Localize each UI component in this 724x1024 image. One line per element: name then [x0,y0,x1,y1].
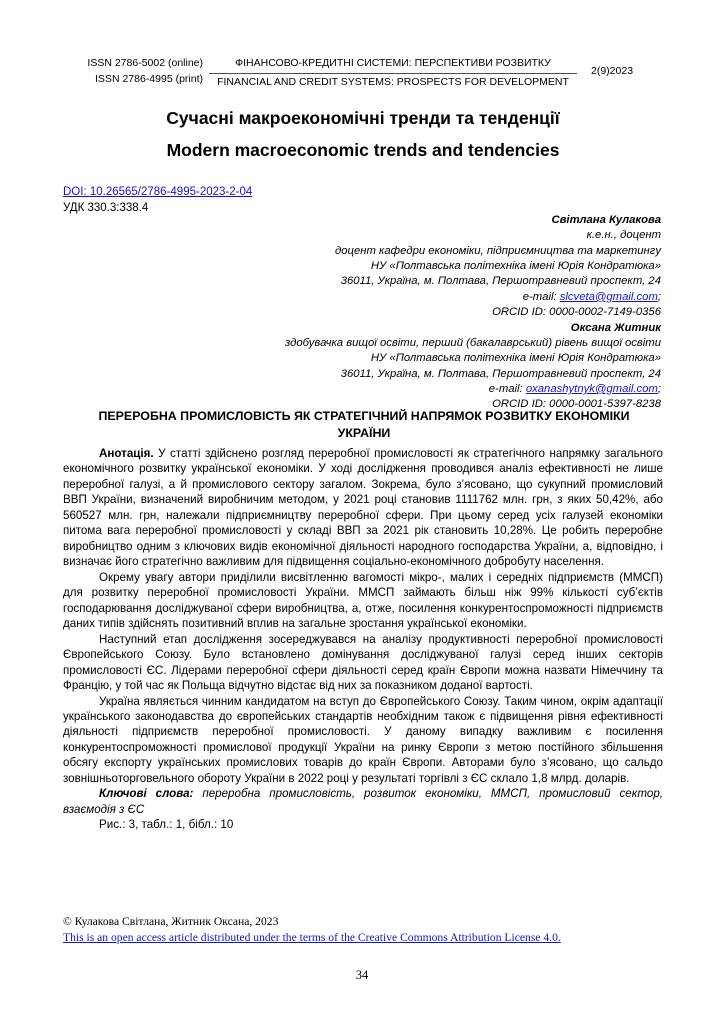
author-name: Світлана Кулакова [551,214,661,226]
author-block [141,213,661,413]
page-number: 34 [355,968,369,982]
email-suffix: ; [657,382,661,395]
keywords-paragraph [63,786,663,817]
license-link[interactable]: This is an open access article distributed under the terms of the Creative Commons Attribution License 4.0. [63,931,561,945]
author-orcid: ORCID ID: 0000-0002-7149-0356 [492,306,661,319]
header-divider [209,73,577,74]
author-affiliation-line: доцент кафедри економіки, підприємництва та маркетингу [334,244,661,257]
author-email-line [141,290,661,305]
page-title-en: Modern macroeconomic trends and tendencies [166,140,560,160]
author-address-line: 36011, Україна, м. Полтава, Першотравневий проспект, 24 [340,367,661,380]
author-affiliation-line: к.е.н., доцент [586,229,661,242]
udc-code: УДК 330.3:338.4 [63,201,149,214]
author-email-link[interactable]: slcveta@gmail.com [559,290,658,303]
issn-online: ISSN 2786-5002 (online) [87,57,203,69]
article-title: ПЕРЕРОБНА ПРОМИСЛОВІСТЬ ЯК СТРАТЕГІЧНИЙ НАПРЯМОК РОЗВИТКУ ЕКОНОМІКИ УКРАЇНИ [98,409,630,440]
author-affiliation-line: НУ «Полтавська політехніка імені Юрія Кондратюка» [370,352,661,365]
author-affiliation-line: НУ «Полтавська політехніка імені Юрія Кондратюка» [370,260,661,273]
author-address-line: 36011, Україна, м. Полтава, Першотравневий проспект, 24 [340,275,661,288]
abstract-paragraph [63,446,663,570]
page-title-ua: Сучасні макроекономічні тренди та тенденції [166,108,560,128]
abstract-text: У статті здійснено розгляд переробної промисловості як стратегічного напрямку загального економічного розвитку української економіки. У ході дослідження проводився аналіз ефективності не лише переробної галузі, а й промислового сектору загалом. Зокрема, було з’ясовано, що сукупний промисловий ВВП України, визначений виробничим методом, у 2021 році становив 1111762 млн. грн, з яких 50,42%, або 560527 млн. грн, належали підприємництву переробної сфери. При цьому серед усіх галузей економіки питома вага переробної промисловості у складі ВВП за 2021 рік становить 10,28%. Це робить переробне виробництво одним з ключових видів економічної діяльності народного господарства України, а, відповідно, і визначає його стратегічно важливим для підвищення соціально-економічного добробуту населення. [63,447,663,569]
author-email-line [141,382,661,397]
email-suffix: ; [657,290,661,303]
issn-print: ISSN 2786-4995 (print) [95,72,203,85]
keywords-label: Ключові слова: [99,787,194,801]
abstract-label: Анотація. [99,447,154,460]
author-entry [141,321,661,413]
running-head [63,56,663,91]
issue-number: 2(9)2023 [591,65,634,77]
keywords-text: переробна промисловість, розвиток економіки, ММСП, промисловий сектор, взаємодія з ЄС [63,787,663,816]
journal-title-ua: ФІНАНСОВО-КРЕДИТНІ СИСТЕМИ: ПЕРСПЕКТИВИ РОЗВИТКУ [235,57,551,69]
author-orcid: ORCID ID: 0000-0001-5397-8238 [492,398,661,411]
identifiers [63,185,252,217]
author-email-link[interactable]: oxanashytnyk@gmail.com [525,382,658,395]
journal-titles [203,56,583,91]
abstract-paragraph: Наступний етап дослідження зосереджувався на аналізу продуктивності переробної промисловості Європейського Союзу. Було встановлено домінування досліджуваної галузі серед інших секторів промисловості ЄС. Лідерами переробної сфери діяльності серед країн Європи можна назвати Німеччину та Францію, у той час як Польща відчутно відстає від них за показником доданої вартості. [63,632,663,693]
author-entry [141,213,661,321]
author-affiliation-line: здобувачка вищої освіти, перший (бакалаврський) рівень вищої освіти [285,336,661,349]
figure-table-counts: Рис.: 3, табл.: 1, бібл.: 10 [99,818,234,832]
email-label: e-mail: [522,290,557,303]
doi-link[interactable]: DOI: 10.26565/2786-4995-2023-2-04 [63,186,253,198]
abstract-paragraph: Україна являється чинним кандидатом на вступ до Європейського Союзу. Таким чином, окрім адаптації українського законодавства до європейських стандартів необхідним також є підвищення рівня ефективності діяльності підприємств переробної промисловості. У даному випадку важливим є посилення конкурентоспроможності промислової продукції України на ринку Європи з метою постійного збільшення обсягу експорту українських промислових товарів до країн Європи. Авторами було з’ясовано, що сальдо зовнішньоторговельного обороту України в 2022 році у результаті торгівлі з ЄС склало 1,8 млрд. доларів. [63,694,663,785]
abstract-section [63,446,663,833]
issn-block [63,56,203,88]
copyright-line: © Кулакова Світлана, Житник Оксана, 2023 [63,915,279,928]
abstract-paragraph: Окрему увагу автори приділили висвітленню вагомості мікро-, малих і середніх підприємств (ММСП) для розвитку переробної промисловості України. ММСП займають більш ніж 99% кількості суб’єктів господарювання досліджуваної сфери виробництва, а, отже, посилення конкурентоспроможності підприємств даних типів здійснять позитивний вплив на загальне зростання української економіки. [63,570,663,631]
journal-title-en: FINANCIAL AND CREDIT SYSTEMS: PROSPECTS FOR DEVELOPMENT [217,75,569,88]
author-name: Оксана Житник [570,321,661,334]
page-footer [63,914,663,947]
email-label: e-mail: [488,382,523,395]
